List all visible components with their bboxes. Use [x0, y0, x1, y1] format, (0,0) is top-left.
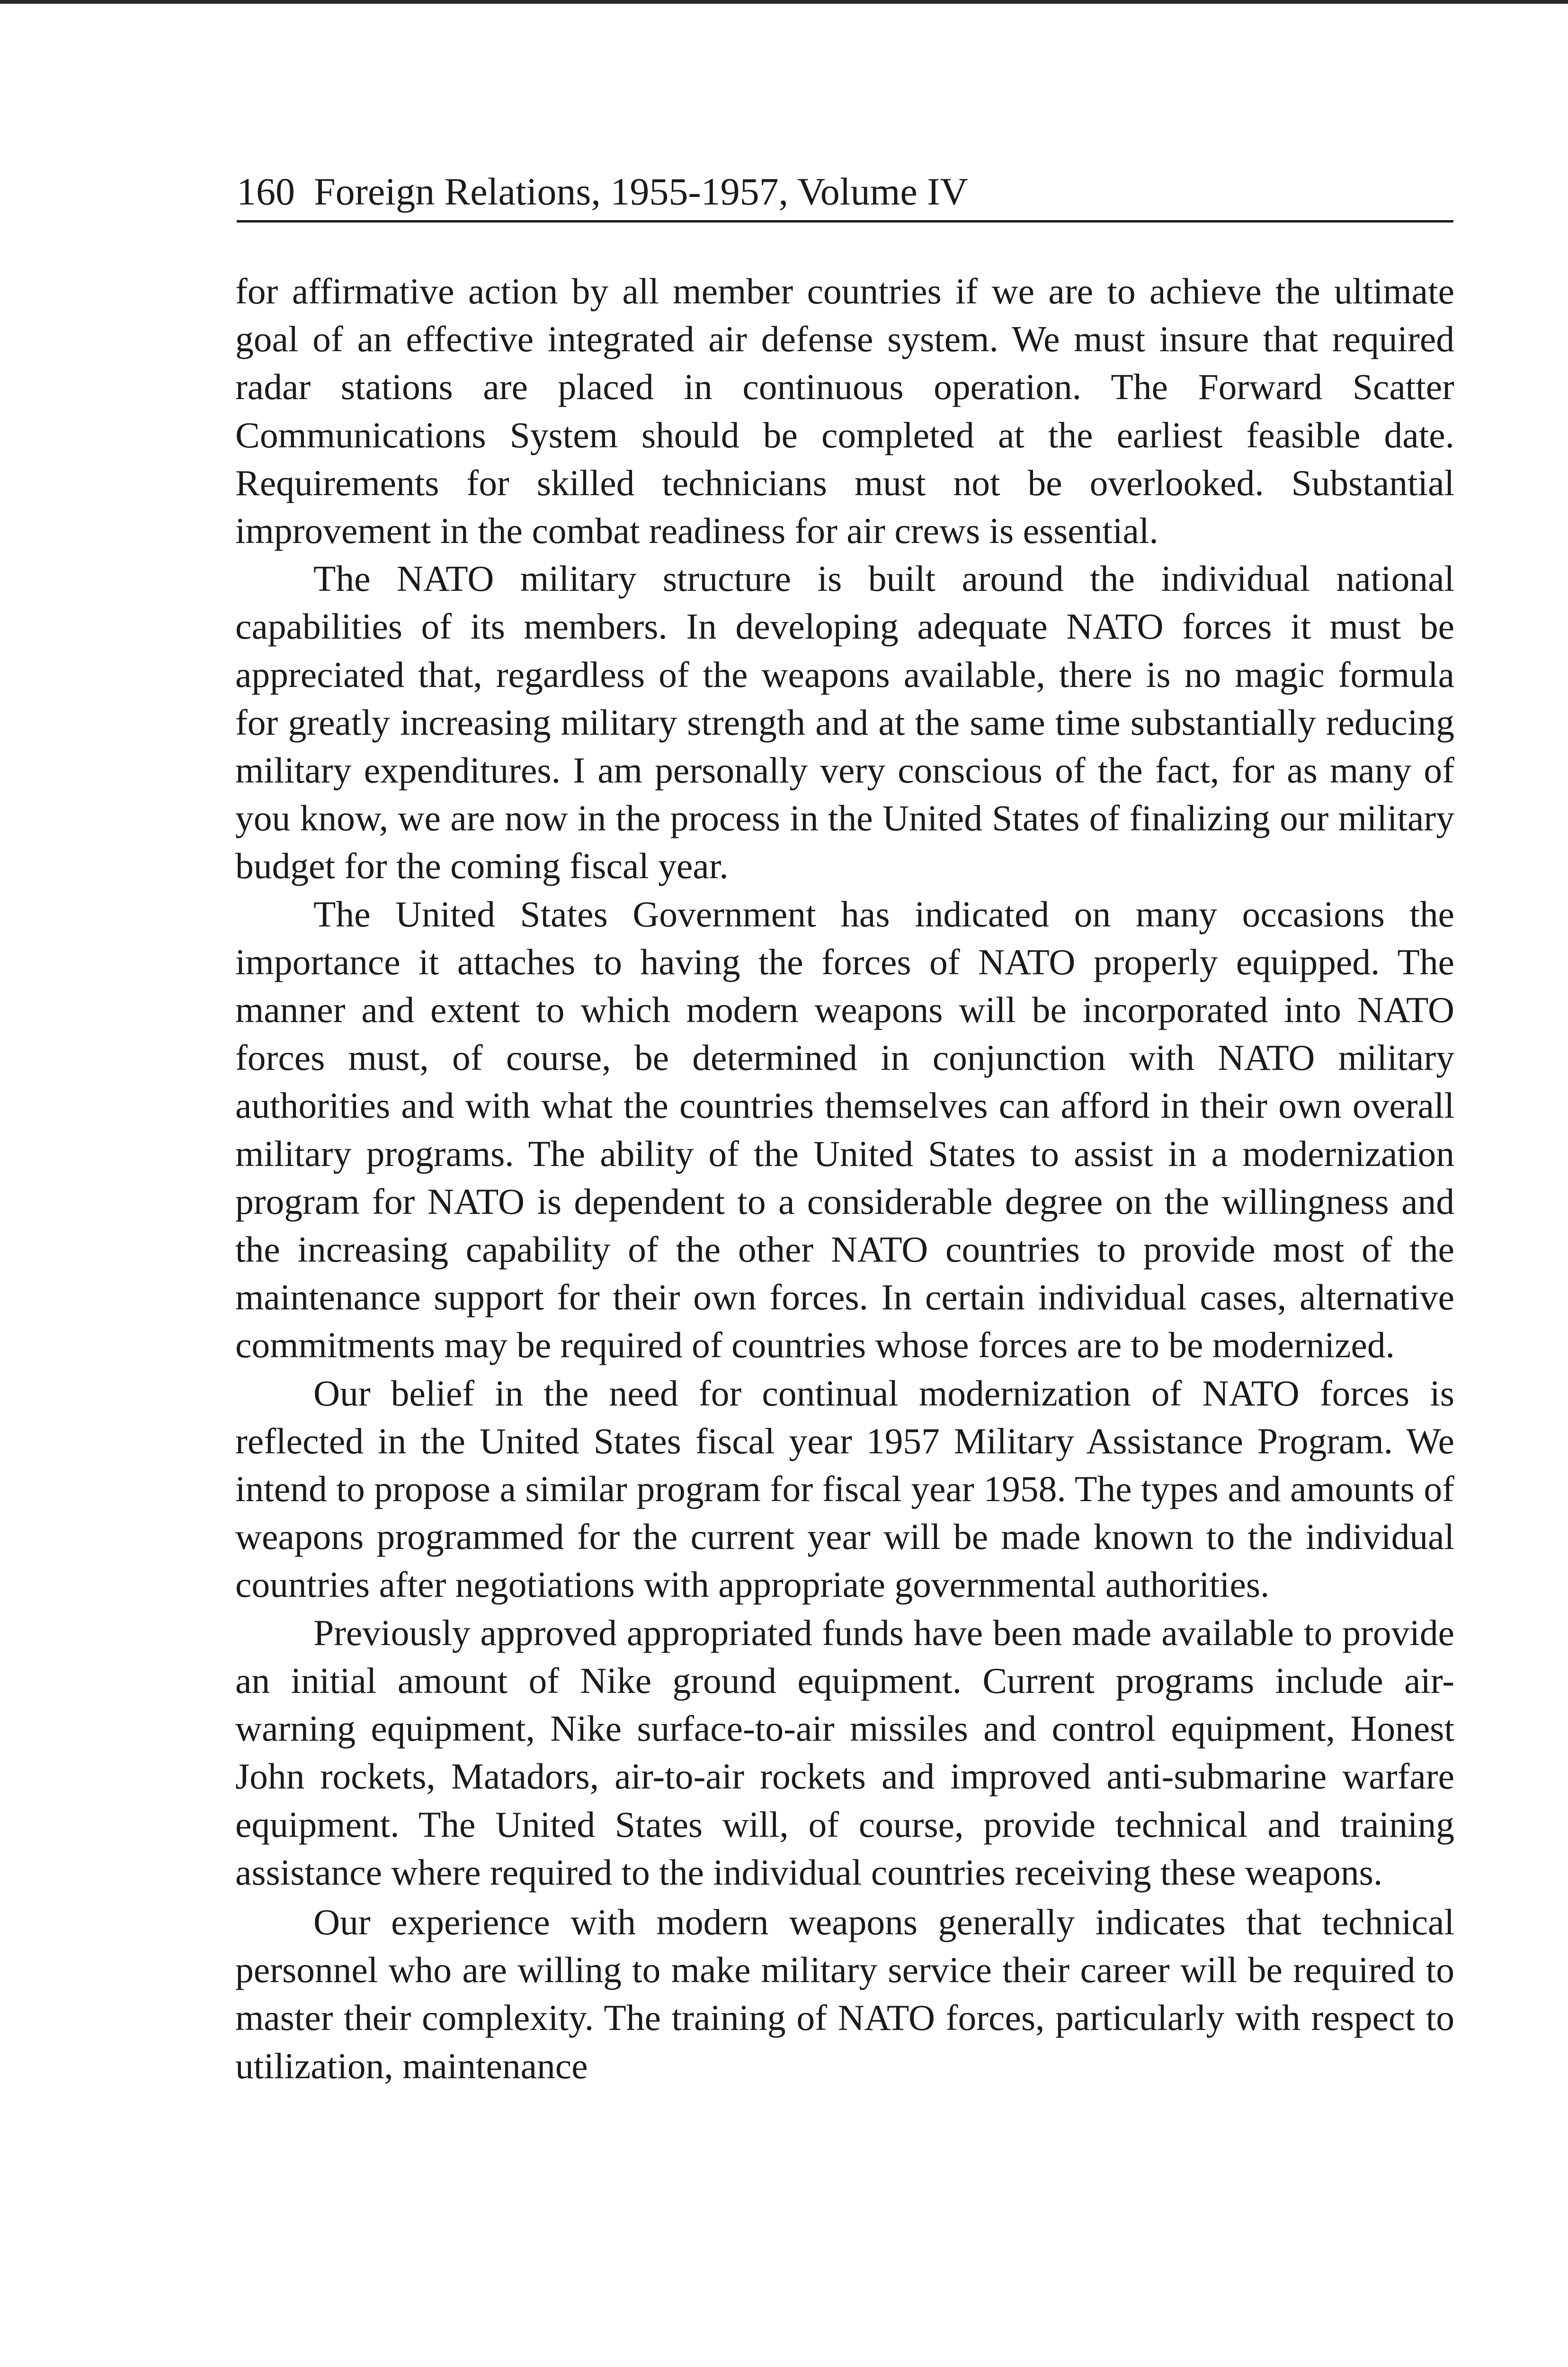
paragraph-continued: for affirmative action by all member countries if we are to achieve the ultimate goal of an effective integrated air defense system. We must insure that required radar stations are placed in continuous operation. The Forward Scatter Communications System should be completed at the earliest feasible date. Requirements for skilled technicians must not be overlooked. Substantial improvement in the combat readiness for air crews is essential. — [235, 271, 1454, 552]
page-top-edge — [0, 0, 1568, 4]
running-header — [237, 161, 1453, 222]
paragraph: The United States Government has indicated on many occasions the importance it attaches to having the forces of NATO properly equipped. The manner and extent to which modern weapons will be incorporated into NATO forces must, of course, be determined in conjunction with NATO military authorities and with what the countries themselves can afford in their own overall military programs. The ability of the United States to assist in a modernization program for NATO is dependent to a considerable degree on the willingness and the increasing capability of the other NATO countries to provide most of the maintenance support for their own forces. In certain individual cases, alternative commitments may be required of countries whose forces are to be modernized. — [235, 893, 1454, 1366]
paragraph: Our belief in the need for continual modernization of NATO forces is reflected in the United States fiscal year 1957 Military Assistance Program. We intend to propose a similar program for fiscal year 1958. The types and amounts of weapons programmed for the current year will be made known to the individual countries after negotiations with appropriate governmental authorities. — [235, 1372, 1454, 1605]
paragraph: The NATO military structure is built around the individual national capabilities of its members. In developing adequate NATO forces it must be appreciated that, regardless of the weapons available, there is no magic formula for greatly increasing military strength and at the same time substantially reducing military expenditures. I am personally very conscious of the fact, for as many of you know, we are now in the process in the United States of finalizing our military budget for the coming fiscal year. — [235, 558, 1454, 887]
page-number: 160 — [237, 170, 295, 213]
running-title: Foreign Relations, 1955-1957, Volume IV — [314, 170, 968, 213]
paragraph: Previously approved appropriated funds have been made available to provide an initial amount of Nike ground equipment. Current programs include air-warning equipment, Nike surface-to-air missiles and control equipment, Honest John rockets, Matadors, air-to-air rockets and improved anti-submarine warfare equipment. The United States will, of course, provide technical and training assistance where required to the individual countries receiving these weapons. — [235, 1612, 1454, 1893]
page-body — [235, 267, 1454, 2090]
paragraph: Our experience with modern weapons generally indicates that technical personnel who are willing to make military service their career will be required to master their complexity. The training of NATO forces, particularly with respect to utilization, maintenance — [235, 1901, 1454, 2086]
